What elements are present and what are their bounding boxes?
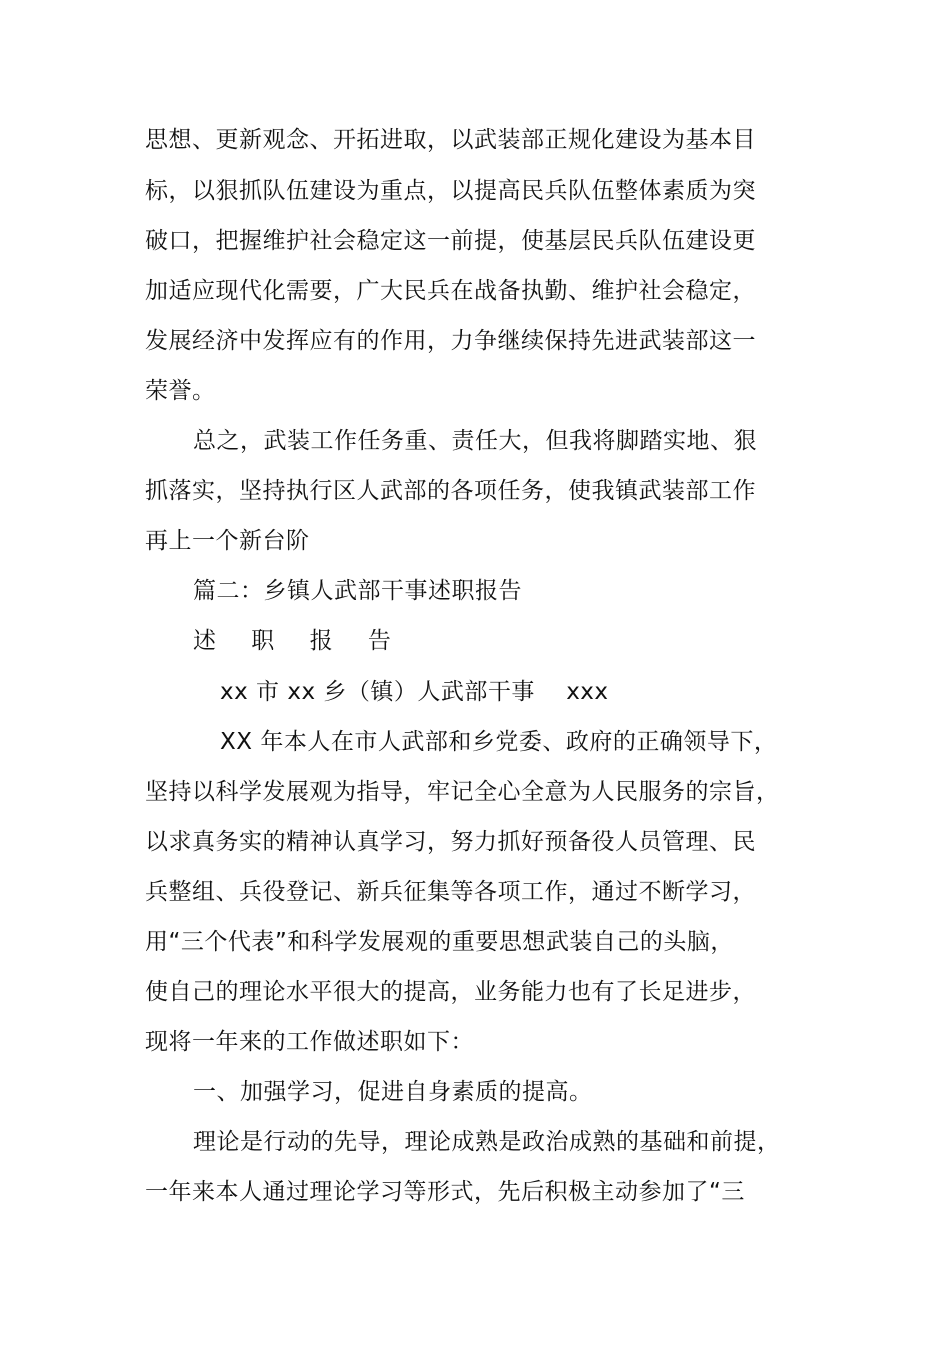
paragraph-line: 抓落实，坚持执行区人武部的各项任务，使我镇武装部工作 [145, 478, 756, 504]
paragraph-line: 思想、更新观念、开拓进取，以武装部正规化建设为基本目 [145, 127, 756, 153]
paragraph-line: 用“三个代表”和科学发展观的重要思想武装自己的头脑， [145, 929, 734, 955]
paragraph-line: 加适应现代化需要，广大民兵在战备执勤、维护社会稳定， [145, 278, 756, 304]
paragraph-line: 以求真务实的精神认真学习，努力抓好预备役人员管理、民 [145, 829, 756, 855]
paragraph-line: 荣誉。 [145, 378, 216, 404]
paragraph-line: 一年来本人通过理论学习等形式，先后积极主动参加了“三 [145, 1179, 745, 1205]
paragraph-line: XX 年本人在市人武部和乡党委、政府的正确领导下， [220, 729, 778, 755]
section-heading: 篇二：乡镇人武部干事述职报告 [193, 578, 522, 604]
paragraph-line: 坚持以科学发展观为指导，牢记全心全意为人民服务的宗旨， [145, 779, 780, 805]
paragraph-line: 再上一个新台阶 [145, 528, 310, 554]
section-heading: 一、加强学习，促进自身素质的提高。 [193, 1079, 593, 1105]
paragraph-line: 发展经济中发挥应有的作用，力争继续保持先进武装部这一 [145, 328, 756, 354]
paragraph-line: 总之，武装工作任务重、责任大，但我将脚踏实地、狠 [193, 428, 757, 454]
paragraph-line: 标，以狠抓队伍建设为重点，以提高民兵队伍整体素质为突 [145, 178, 756, 204]
paragraph-line: 兵整组、兵役登记、新兵征集等各项工作，通过不断学习， [145, 879, 756, 905]
author-line: xx 市 xx 乡（镇）人武部干事 xxx [220, 679, 609, 705]
paragraph-line: 现将一年来的工作做述职如下： [145, 1029, 474, 1055]
paragraph-line: 破口，把握维护社会稳定这一前提，使基层民兵队伍建设更 [145, 228, 756, 254]
paragraph-line: 使自己的理论水平很大的提高，业务能力也有了长足进步， [145, 979, 756, 1005]
paragraph-line: 理论是行动的先导，理论成熟是政治成熟的基础和前提， [193, 1129, 781, 1155]
report-title: 述 职 报 告 [193, 628, 405, 654]
